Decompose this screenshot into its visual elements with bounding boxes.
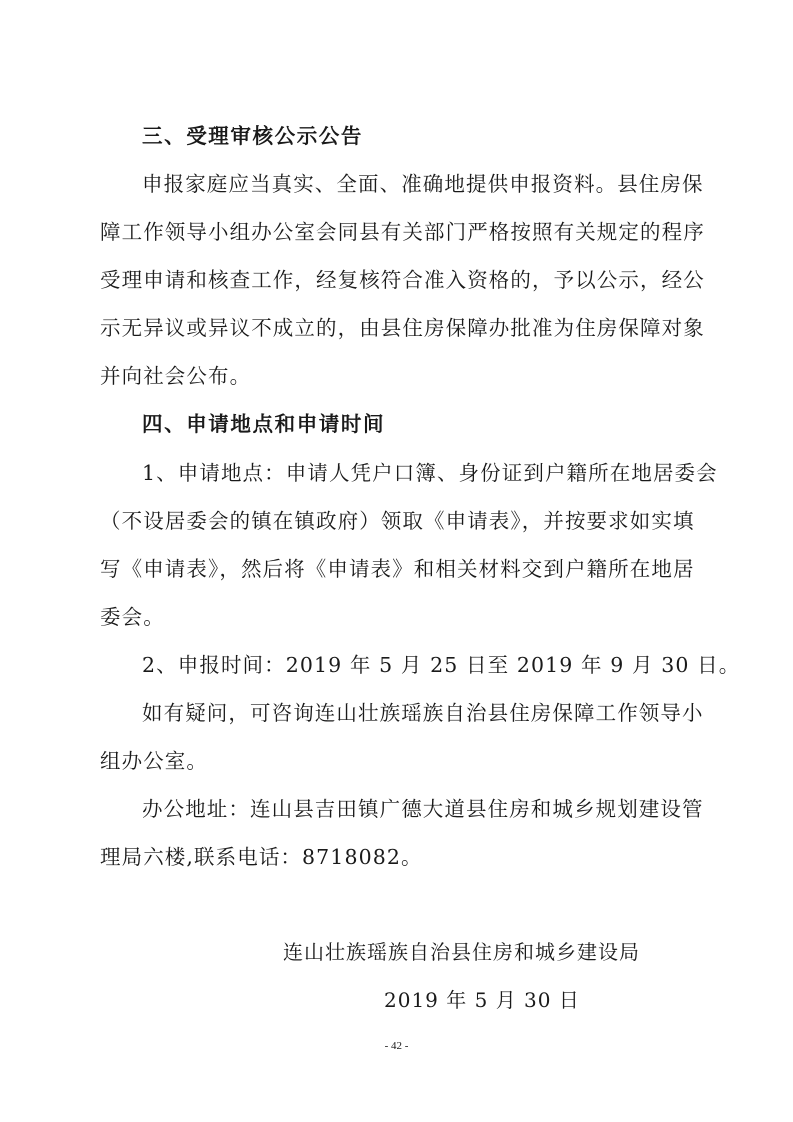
section-3-heading: 三、受理审核公示公告 [142,124,363,148]
paragraph-line: 障工作领导小组办公室会同县有关部门严格按照有关规定的程序 [100,220,705,244]
paragraph-line: 申报家庭应当真实、全面、准确地提供申报资料。县住房保 [142,172,704,196]
page-number: - 42 - [384,1040,409,1052]
paragraph-line: 组办公室。 [100,749,208,773]
paragraph-line: 如有疑问，可咨询连山壮族瑶族自治县住房保障工作领导小 [142,701,704,725]
paragraph-line: 1、申请地点：申请人凭户口簿、身份证到户籍所在地居委会 [142,461,718,485]
paragraph-line: 并向社会公布。 [100,364,252,388]
signature-date: 2019 年 5 月 30 日 [384,988,580,1012]
paragraph-line: （不设居委会的镇在镇政府）领取《申请表》，并按要求如实填 [100,509,695,533]
signature-organization: 连山壮族瑶族自治县住房和城乡建设局 [283,940,640,964]
paragraph-line: 理局六楼,联系电话：8718082。 [100,845,423,869]
paragraph-line: 受理申请和核查工作，经复核符合准入资格的，予以公示，经公 [100,268,705,292]
section-4-heading: 四、申请地点和申请时间 [142,412,386,436]
application-time: 2、申报时间：2019 年 5 月 25 日至 2019 年 9 月 30 日。 [142,653,741,677]
paragraph-line: 办公地址：连山县吉田镇广德大道县住房和城乡规划建设管 [142,797,704,821]
paragraph-line: 委会。 [100,605,165,629]
paragraph-line: 示无异议或异议不成立的，由县住房保障办批准为住房保障对象 [100,316,705,340]
paragraph-line: 写《申请表》，然后将《申请表》和相关材料交到户籍所在地居 [100,557,695,581]
